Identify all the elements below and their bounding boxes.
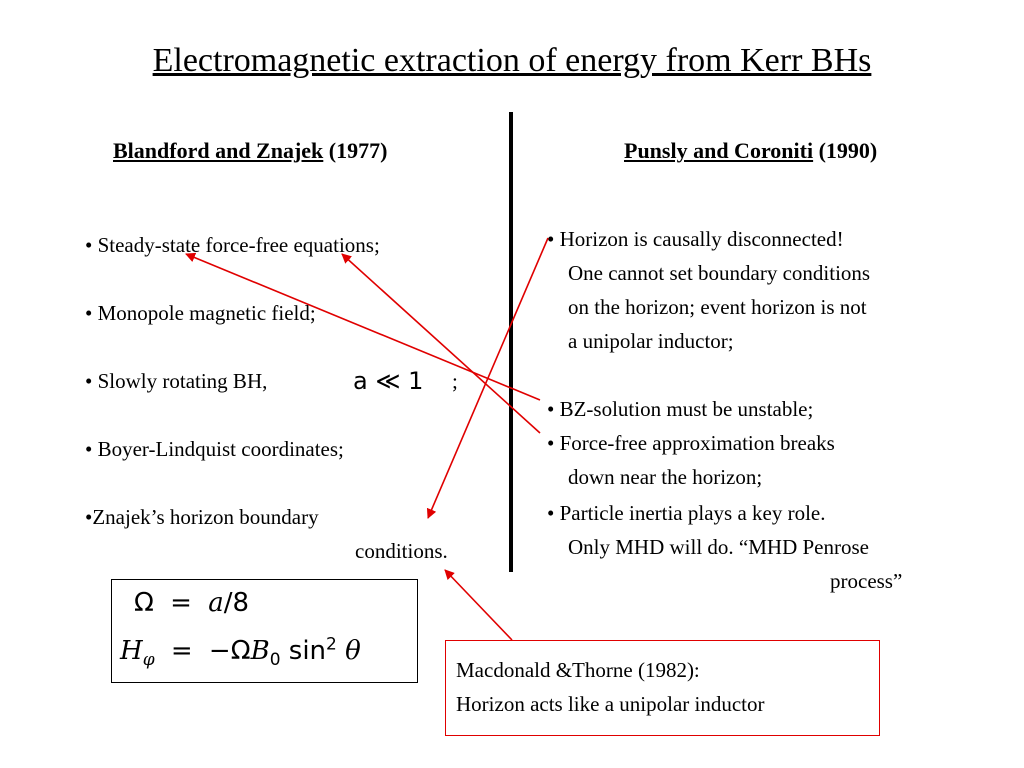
left-item-znajek-boundary-cont: conditions. [355,539,448,563]
arrow-reference-to-conditions [445,570,512,640]
right-item-bz-unstable: • BZ-solution must be unstable; [547,397,814,421]
right-item-particle-inertia: • Particle inertia plays a key role. [547,501,826,525]
left-item-monopole: • Monopole magnetic field; [85,301,316,325]
equation-omega-rhs: a/8 [208,588,250,618]
reference-line2: Horizon acts like a unipolar inductor [456,692,765,716]
right-item-causal-line4: a unipolar inductor; [568,329,734,353]
arrow-bz-unstable-to-steady-state [186,254,540,400]
left-item-slow-rotation-label: • Slowly rotating BH, [85,369,268,393]
equation-omega-lhs: Ω [134,588,154,618]
right-item-causal-line3: on the horizon; event horizon is not [568,295,867,319]
equation-h-phi: $H_\varphi = -\Omega B_0$ $\sin^2 \theta$ [120,634,361,670]
left-authors: Blandford and Znajek [113,138,324,163]
slow-rotation-condition: a ≪ 1 [353,367,424,395]
right-item-particle-inertia-line3: process” [830,569,903,593]
equation-omega: Ω = a/8 [134,588,250,618]
right-item-force-free-breaks-line2: down near the horizon; [568,465,763,489]
arrow-causal-to-znajek-boundary [428,238,548,518]
left-item-steady-state: • Steady-state force-free equations; [85,233,380,257]
left-item-boyer-lindquist: • Boyer-Lindquist coordinates; [85,437,344,461]
right-item-force-free-breaks: • Force-free approximation breaks [547,431,835,455]
equation-h-lhs: $H_\varphi$ [120,635,155,670]
right-item-causal: • Horizon is causally disconnected! [547,227,844,251]
right-item-causal-line2: One cannot set boundary conditions [568,261,871,285]
reference-line1: Macdonald &Thorne (1982): [456,658,700,682]
page-title: Electromagnetic extraction of energy from Kerr BHs [152,42,872,79]
left-item-znajek-boundary: •Znajek’s horizon boundary [85,505,319,529]
right-authors: Punsly and Coroniti [624,138,814,163]
arrow-force-free-to-steady-state [342,254,540,433]
equation-h-rhs: $-\Omega B_0$ $\sin^2 \theta$ [208,634,361,670]
right-year: (1990) [818,138,878,163]
slow-rotation-suffix: ; [452,369,458,393]
left-year: (1977) [328,138,388,163]
right-item-particle-inertia-line2: Only MHD will do. “MHD Penrose [568,535,869,559]
